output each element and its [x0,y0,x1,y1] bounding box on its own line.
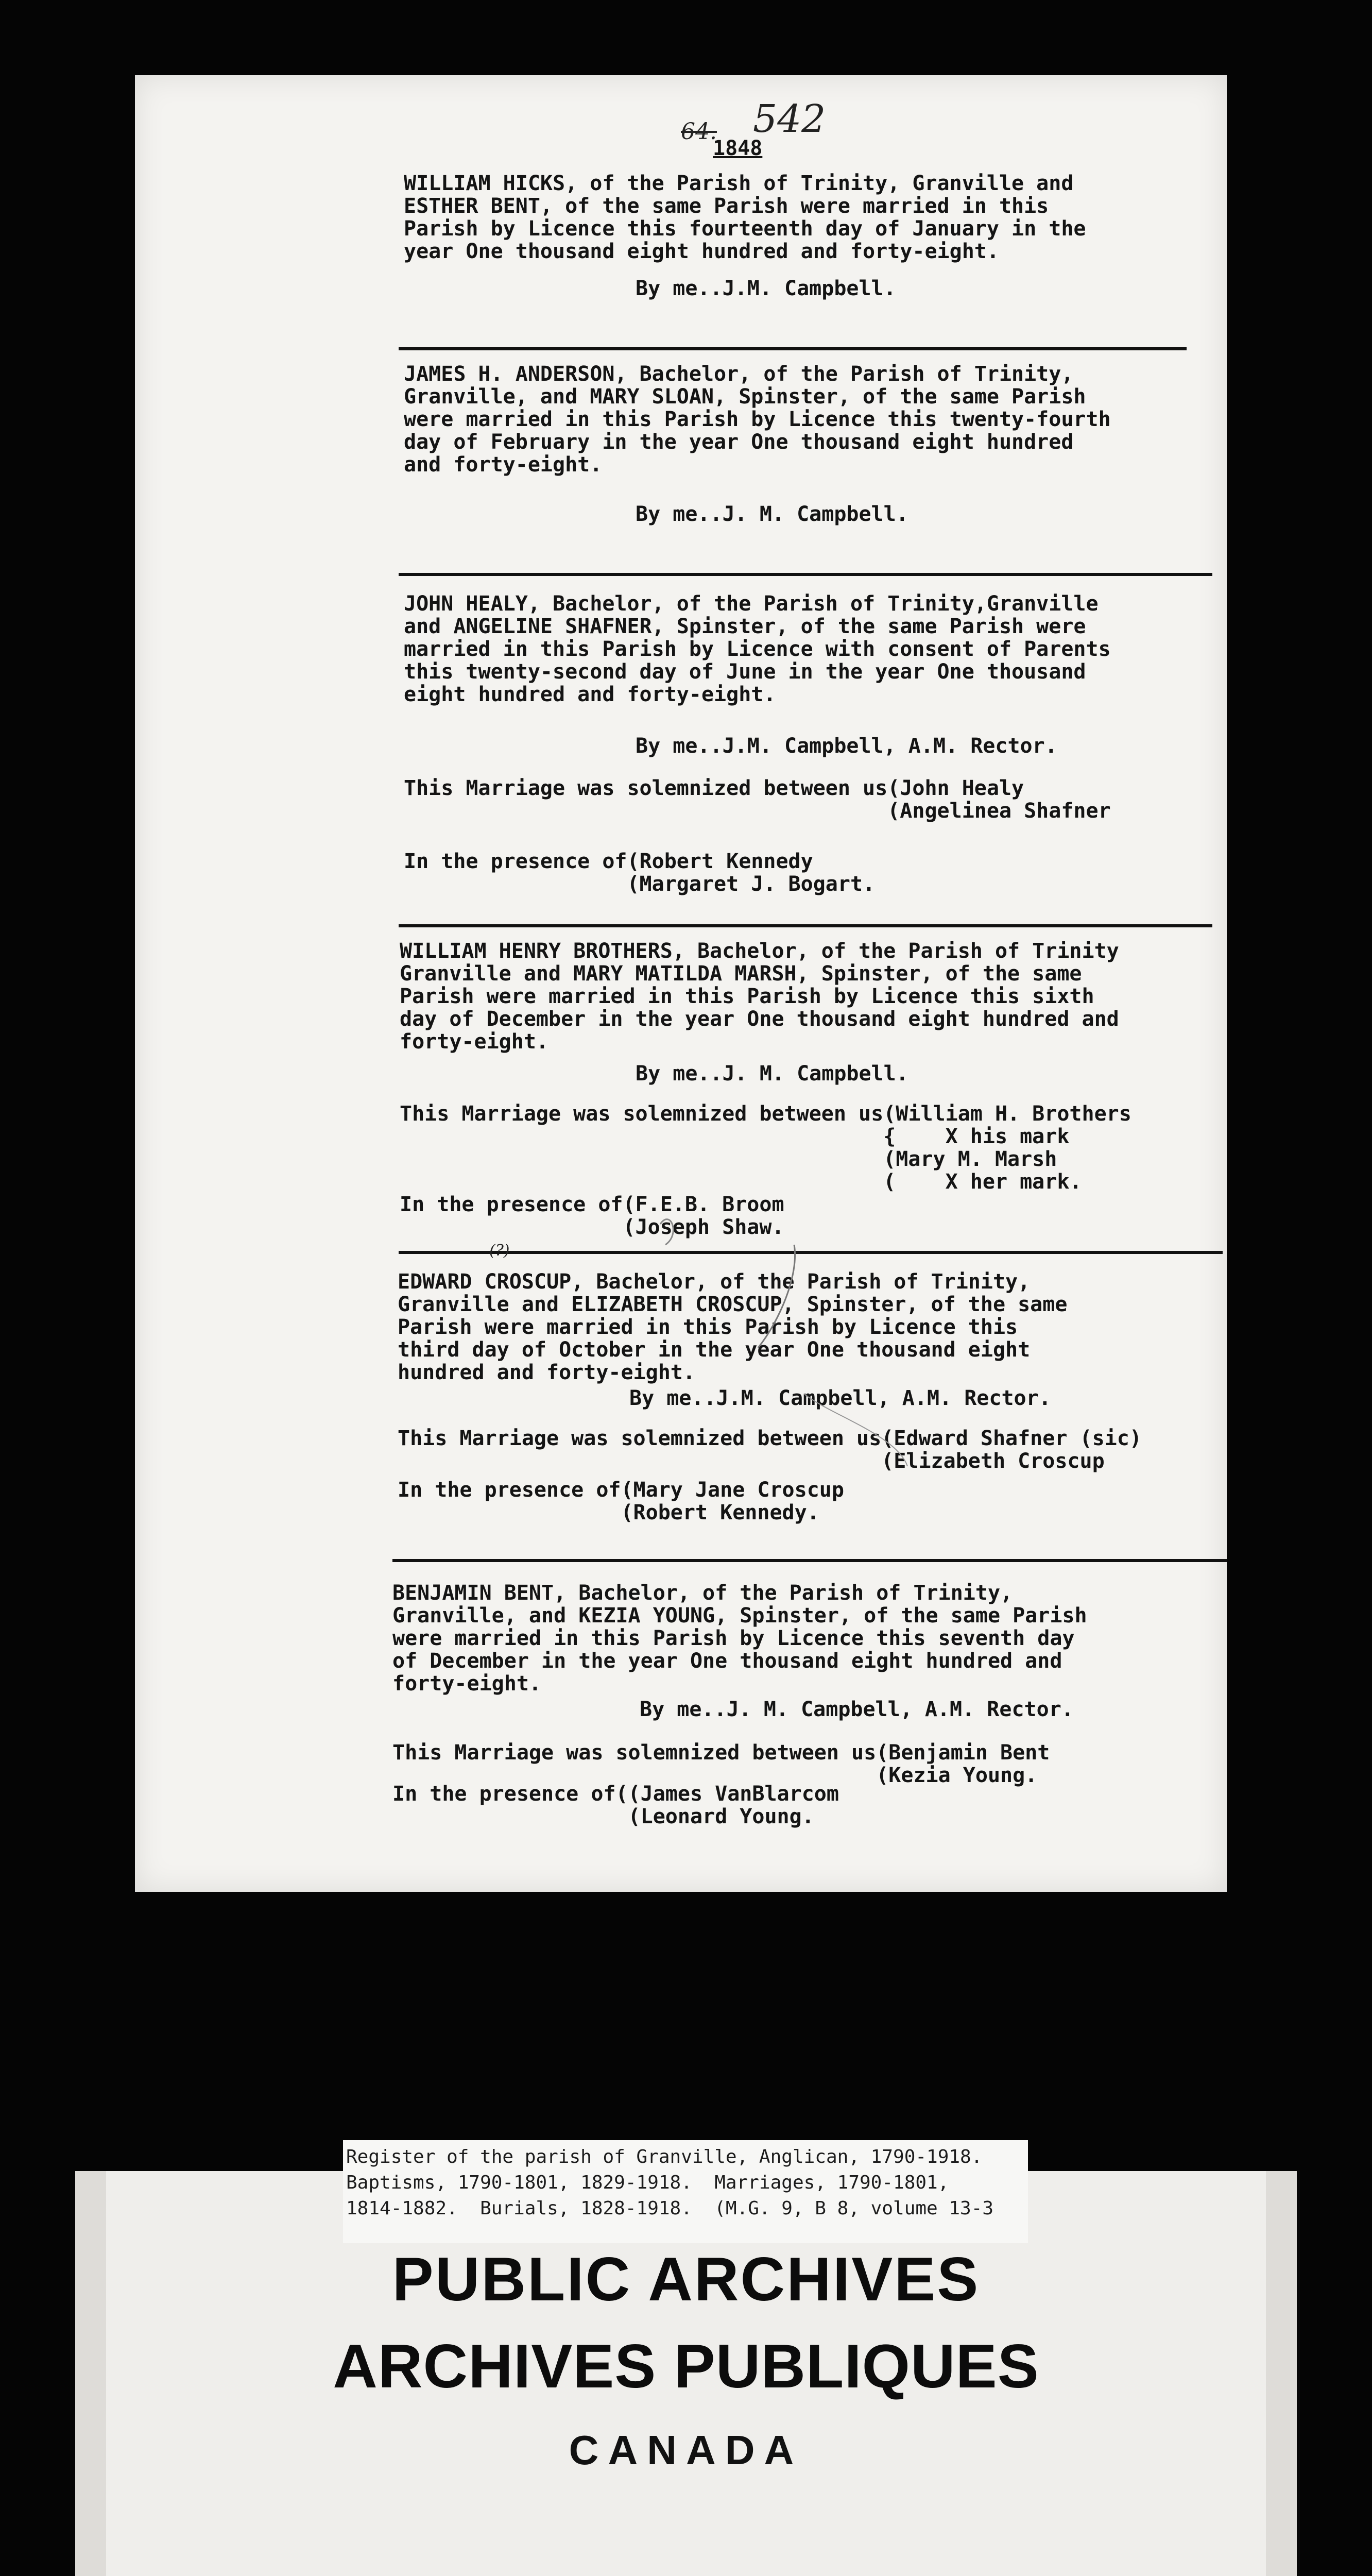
entry-6-solemnized: This Marriage was solemnized between us(Benjamin Bent (Kezia Young. [392,1741,1050,1787]
entry-6-text: BENJAMIN BENT, Bachelor, of the Parish of Trinity, Granville, and KEZIA YOUNG, Spinster, of the same Parish were married in this Parish by Licence this seventh day of December in the year One thousand eight hundred and forty-eight. [392,1581,1087,1696]
entry-5-officiant: By me..J.M. Campbell, A.M. Rector. [629,1386,1051,1410]
entry-5-solemnized: This Marriage was solemnized between us(Edward Shafner (sic) (Elizabeth Croscup [398,1427,1142,1473]
entry-3-solemnized: This Marriage was solemnized between us(John Healy (Angelinea Shafner [404,776,1111,823]
entry-4-witnesses: In the presence of(F.E.B. Broom (Joseph Shaw. [400,1193,784,1239]
folio-number: 542 [753,97,826,141]
entry-6-witnesses: In the presence of((James VanBlarcom (Leonard Young. [392,1782,839,1828]
entry-5-text: EDWARD CROSCUP, Bachelor, of the Parish of Trinity, Granville and ELIZABETH CROSCUP, Spinster, of the same Parish were married in this Parish by Licence this third day of October in the year One thousand eight hundred and forty-eight. [398,1270,1068,1384]
collection-note: Register of the parish of Granville, Anglican, 1790-1918. Baptisms, 1790-1801, 1829-1918. Marriages, 1790-1801, 1814-1882. Burials, 1828-1918. (M.G. 9, B 8, volume 13-3 [343,2140,1028,2243]
entry-1-text: WILLIAM HICKS, of the Parish of Trinity, Granville and ESTHER BENT, of the same Parish were married in this Parish by Licence this fourteenth day of January in the year One thousand eight hundred and forty-eight. [404,172,1086,263]
entry-2-text: JAMES H. ANDERSON, Bachelor, of the Parish of Trinity, Granville, and MARY SLOAN, Spinster, of the same Parish were married in this Parish by Licence this twenty-fourth day of February in the year One thousand eight hundred and forty-eight. [404,362,1111,477]
entry-3-text: JOHN HEALY, Bachelor, of the Parish of Trinity,Granville and ANGELINE SHAFNER, Spinster, of the same Parish were married in this Parish by Licence with consent of Parents this twenty-second day of June in the year One thousand eight hundred and forty-eight. [404,592,1111,706]
entry-6-officiant: By me..J. M. Campbell, A.M. Rector. [640,1698,1074,1721]
old-folio-number: 64. [681,118,717,145]
entry-5-witnesses: In the presence of(Mary Jane Croscup (Robert Kennedy. [398,1478,844,1524]
entry-2-officiant: By me..J. M. Campbell. [636,502,908,526]
entry-4-officiant: By me..J. M. Campbell. [636,1062,908,1086]
entry-3-witnesses: In the presence of(Robert Kennedy (Margaret J. Bogart. [404,850,876,896]
archive-title-english: PUBLIC ARCHIVES [392,2245,980,2314]
register-page [135,75,1227,1892]
archive-country: CANADA [569,2427,803,2473]
archive-title-french: ARCHIVES PUBLIQUES [333,2332,1039,2401]
entry-3-officiant: By me..J.M. Campbell, A.M. Rector. [636,734,1057,758]
entry-4-solemnized: This Marriage was solemnized between us(William H. Brothers { X his mark (Mary M. Marsh ( X her mark. [400,1102,1131,1194]
entry-4-text: WILLIAM HENRY BROTHERS, Bachelor, of the Parish of Trinity Granville and MARY MATILDA MARSH, Spinster, of the same Parish were married in this Parish by Licence this sixth day of December in the year One thousand eight hundred and forty-eight. [400,939,1119,1054]
entry-1-officiant: By me..J.M. Campbell. [636,277,896,300]
handwritten-annotation: (?) [489,1242,510,1260]
pencil-marks [135,75,1227,1892]
year-heading: 1848 [713,137,763,160]
